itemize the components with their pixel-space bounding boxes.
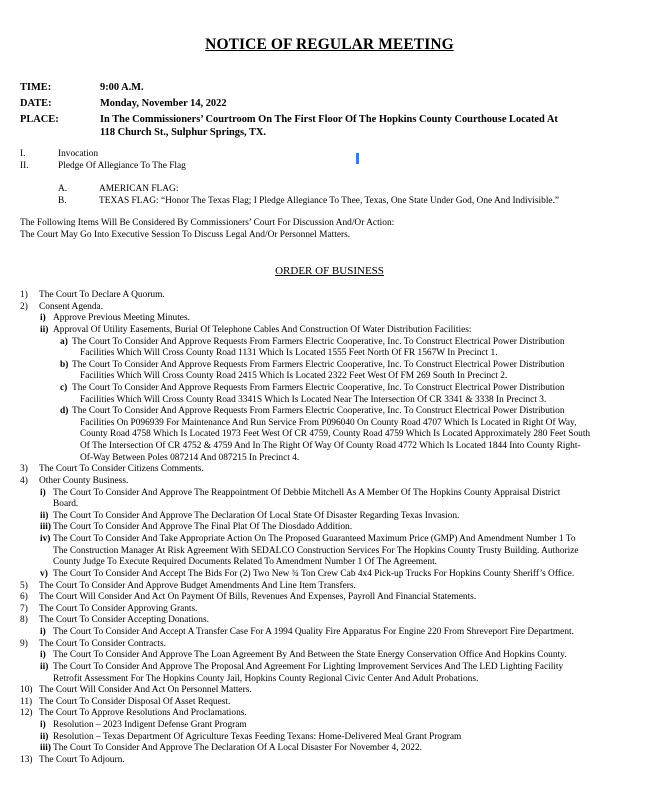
agenda-item-number: 13) [20, 754, 33, 765]
agenda-item-number: v) [40, 568, 48, 579]
agenda-item-text: The Court To Adjourn. [39, 754, 125, 765]
agenda-item-number: 10) [20, 685, 33, 696]
agenda-item-text: The Court To Consider And Approve The Proposal And Agreement For Lighting Improvement Services And The LED Lighting Facility [53, 661, 564, 672]
agenda-item-number: ii) [40, 324, 49, 335]
agenda-item-text: The Court To Consider Contracts. [39, 638, 167, 649]
prelim-text: Invocation [58, 149, 99, 159]
agenda-item-text: Consent Agenda. [39, 301, 104, 312]
agenda-item-continuation: Of The Intersection Of CR 4752 & 4759 And In The Right Of Way Of County Road 4772 Which Is Located 1844 Into County Right- [80, 441, 581, 452]
agenda-item-number: i) [40, 719, 46, 730]
page-title: NOTICE OF REGULAR MEETING [205, 36, 454, 53]
agenda-item-continuation: County Road 4758 Which Is Located 1973 Feet West Of CR 4759, County Road 4759 Which Is Located Approximately 280 Feet South [80, 429, 591, 440]
agenda-item-text: The Court To Consider And Approve The Loan Agreement By And Between the State Energy Conservation Office And Hopkins County. [53, 650, 567, 661]
agenda-item-number: 9) [20, 638, 28, 649]
place-value-line1: In The Commissioners’ Courtroom On The First Floor Of The Hopkins County Courthouse Located At [100, 114, 558, 125]
agenda-item-text: The Court To Consider And Accept A Transfer Case For A 1994 Quality Fire Apparatus For Engine 220 From Shreveport Fire Department. [53, 627, 574, 637]
agenda-item-number: i) [40, 313, 46, 324]
agenda-item-number: iii) [40, 522, 51, 533]
agenda-item-number: 8) [20, 615, 28, 626]
agenda-item-number: ii) [40, 510, 49, 521]
agenda-item-number: b) [60, 359, 69, 370]
agenda-item-number: 7) [20, 603, 28, 614]
agenda-item-continuation: Board. [53, 499, 79, 510]
prelim-num: I. [20, 149, 26, 159]
agenda-item-text: The Court To Consider And Approve Requests From Farmers Electric Cooperative, Inc. To Construct Electrical Power Distribution [72, 359, 565, 370]
agenda-item-text: The Court To Consider And Approve Budget Amendments And Line Item Transfers. [39, 580, 356, 591]
agenda-item-number: ii) [40, 661, 49, 672]
agenda-item-text: The Court To Consider Approving Grants. [39, 603, 198, 614]
agenda-item-text: The Court To Consider And Approve The Declaration Of A Local Disaster For November 4, 2022. [53, 743, 422, 754]
place-label: PLACE: [20, 114, 59, 125]
agenda-item-continuation: County Judge To Execute Required Documents Related To Amendment Number 1 Of The Agreement. [53, 557, 438, 568]
text-cursor [356, 153, 359, 164]
agenda-item-number: i) [40, 650, 46, 661]
order-of-business-title: ORDER OF BUSINESS [275, 265, 384, 277]
agenda-item-number: 2) [20, 301, 28, 312]
agenda-item-continuation: Facilities Which Will Cross County Road 2415 Which Is Located 2322 Feet West Of FM 269 South In Precinct 2. [80, 371, 508, 382]
agenda-item-text: The Court To Consider And Approve Requests From Farmers Electric Cooperative, Inc. To Construct Electrical Power Distribution [72, 383, 565, 393]
agenda-item-number: 4) [20, 475, 28, 486]
agenda-item-continuation: Facilities On P096939 For Maintenance And Run Service From P096040 On County Road 4707 Which Is Located in Right Of Way, [80, 417, 577, 428]
prelim-num: II. [20, 161, 29, 171]
agenda-item-number: 3) [20, 464, 28, 475]
agenda-item-continuation: Facilities Which Will Cross County Road 3341S Which Is Located Near The Intersection Of CR 3341 & 3338 In Precinct 3. [80, 394, 547, 405]
flag-text: TEXAS FLAG: “Honor The Texas Flag; I Pledge Allegiance To Thee, Texas, One State Under God, One And Indivisible.” [99, 196, 560, 206]
agenda-item-text: The Court To Consider Citizens Comments. [39, 464, 204, 475]
notice-text: The Following Items Will Be Considered By Commissioners’ Court For Discussion And/Or Action: [20, 218, 395, 228]
agenda-item-number: d) [60, 406, 69, 417]
agenda-item-number: 12) [20, 708, 33, 719]
date-label: DATE: [20, 98, 52, 109]
agenda-item-continuation: Of-Way Between Poles 087214 And 087215 In Precinct 4. [80, 452, 300, 463]
agenda-item-text: Approval Of Utility Easements, Burial Of Telephone Cables And Construction Of Water Distribution Facilities: [53, 324, 472, 335]
agenda-item-text: The Court To Consider And Take Appropriate Action On The Proposed Guaranteed Maximum Price (GMP) And Amendment Number 1 To [53, 534, 576, 544]
agenda-item-text: Approve Previous Meeting Minutes. [53, 313, 190, 324]
flag-text: AMERICAN FLAG: [99, 184, 179, 194]
agenda-item-continuation: The Construction Manager At Risk Agreement With SEDALCO Construction Services For The Hopkins County Trusty Building. Authorize [53, 545, 579, 556]
agenda-item-text: The Court To Consider And Approve The Declaration Of Local State Of Disaster Regarding Texas Invasion. [53, 510, 460, 521]
agenda-item-number: iv) [40, 534, 51, 544]
agenda-item-number: i) [40, 487, 46, 498]
time-value: 9:00 A.M. [100, 82, 144, 93]
agenda-item-text: The Court To Consider Disposal Of Asset Request. [39, 696, 231, 707]
prelim-text: Pledge Of Allegiance To The Flag [58, 161, 186, 171]
agenda-item-number: i) [40, 627, 46, 637]
date-value: Monday, November 14, 2022 [100, 98, 227, 109]
agenda-item-text: The Court To Consider And Approve Requests From Farmers Electric Cooperative, Inc. To Construct Electrical Power Distribution [72, 336, 565, 347]
agenda-item-number: 1) [20, 290, 28, 300]
agenda-item-text: The Court To Approve Resolutions And Proclamations. [39, 708, 247, 719]
agenda-item-text: The Court To Consider Accepting Donations. [39, 615, 209, 626]
place-value-line2: 118 Church St., Sulphur Springs, TX. [100, 127, 267, 138]
agenda-item-number: 5) [20, 580, 28, 591]
agenda-item-text: The Court Will Consider And Act On Payment Of Bills, Revenues And Expenses, Payroll And Financial Statements. [39, 592, 477, 603]
agenda-item-number: iii) [40, 743, 51, 754]
agenda-item-number: ii) [40, 731, 49, 742]
agenda-item-text: Other County Business. [39, 475, 129, 486]
agenda-item-number: c) [60, 383, 68, 393]
agenda-item-number: a) [60, 336, 68, 347]
agenda-item-text: The Court To Consider And Approve The Final Plat Of The Diosdado Addition. [53, 522, 353, 533]
agenda-item-continuation: Retrofit Assessment For The Hopkins County Jail, Hopkins County Regional Civic Center And Adult Probations. [53, 673, 479, 684]
agenda-item-number: 11) [20, 696, 33, 707]
agenda-item-text: Resolution – Texas Department Of Agriculture Texas Feeding Texans: Home-Delivered Meal Grant Program [53, 731, 462, 742]
agenda-item-text: The Court To Consider And Approve The Reappointment Of Debbie Mitchell As A Member Of The Hopkins County Appraisal District [53, 487, 561, 498]
flag-num: B. [58, 196, 67, 206]
time-label: TIME: [20, 82, 52, 93]
agenda-item-continuation: Facilities Which Will Cross County Road 1131 Which Is Located 1555 Feet North Of FR 1567W In Precinct 1. [80, 348, 498, 359]
agenda-item-number: 6) [20, 592, 28, 603]
agenda-item-text: The Court Will Consider And Act On Personnel Matters. [39, 685, 252, 696]
notice-text: The Court May Go Into Executive Session To Discuss Legal And/Or Personnel Matters. [20, 230, 351, 240]
agenda-item-text: The Court To Declare A Quorum. [39, 290, 165, 300]
agenda-item-text: The Court To Consider And Approve Requests From Farmers Electric Cooperative, Inc. To Construct Electrical Power Distribution [72, 406, 565, 417]
flag-num: A. [58, 184, 68, 194]
agenda-item-text: The Court To Consider And Accept The Bids For (2) Two New ¾ Ton Crew Cab 4x4 Pick-up Trucks For Hopkins County Sheriff’s Office. [53, 568, 575, 579]
agenda-item-text: Resolution – 2023 Indigent Defense Grant Program [53, 719, 247, 730]
